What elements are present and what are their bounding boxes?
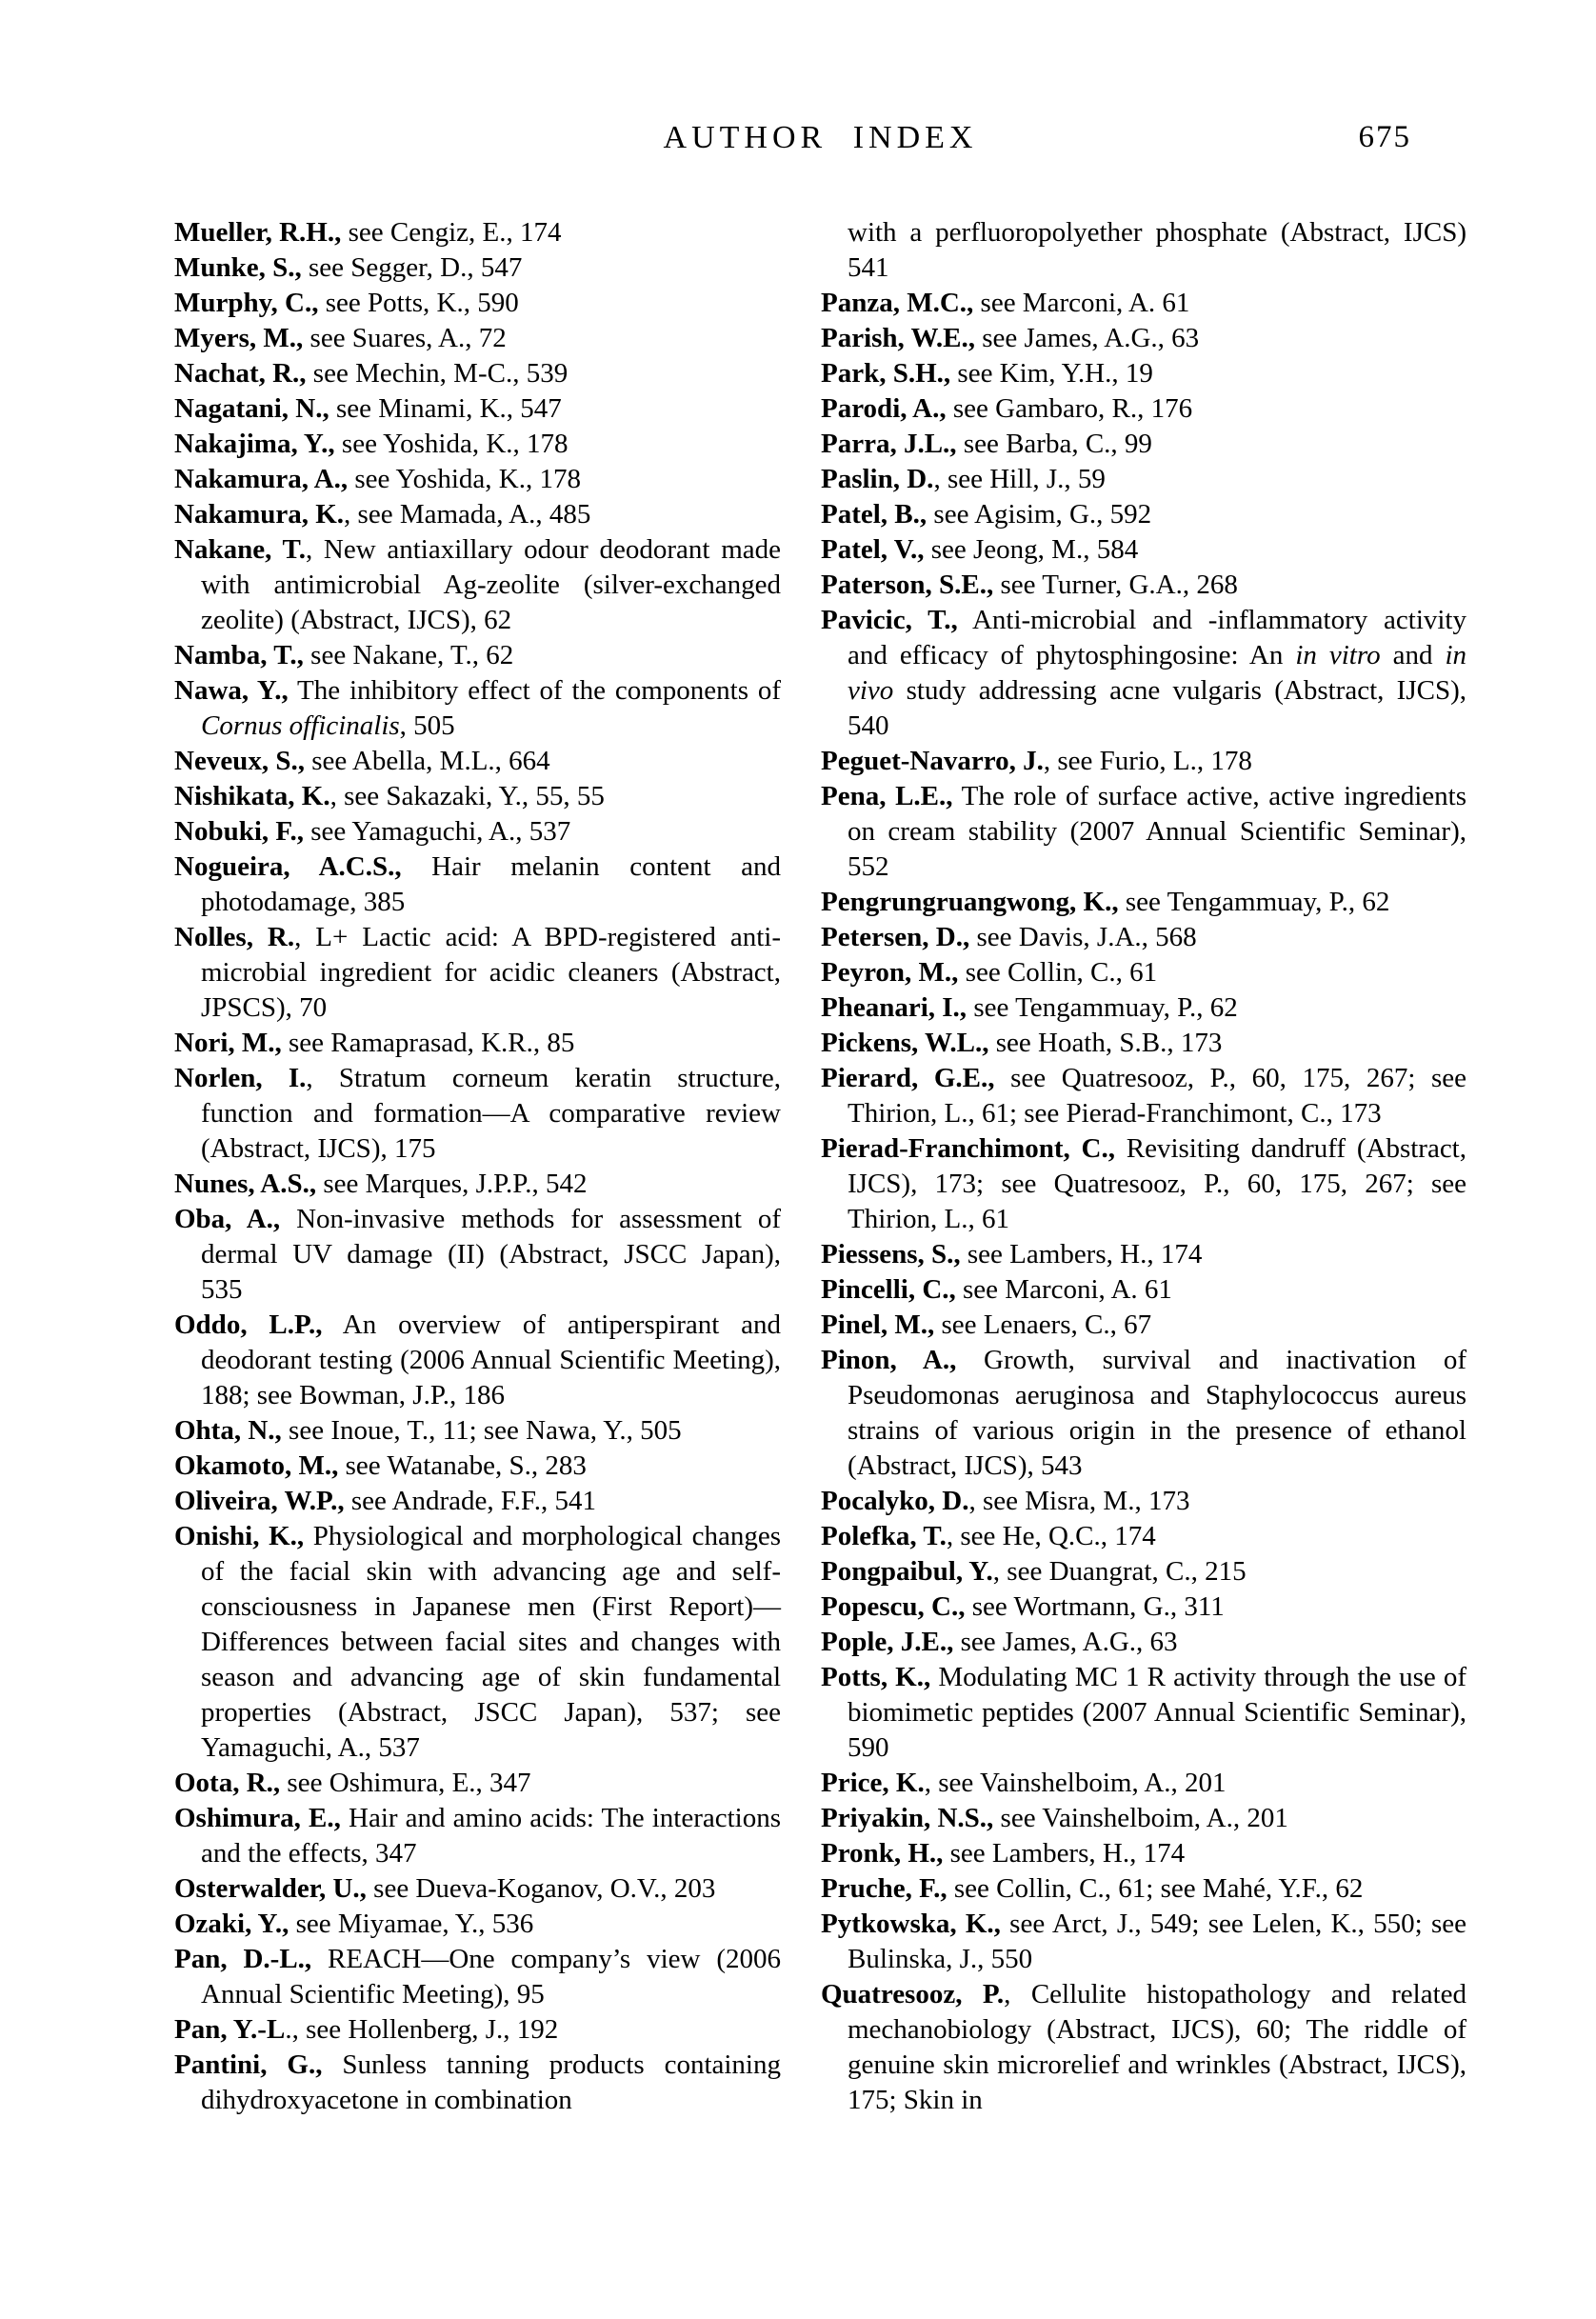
index-entry [174,1907,781,1942]
author-name: Pinel, M., [821,1309,935,1340]
author-name: Pan, D.-L., [174,1944,312,1974]
author-name: Peguet-Navarro, J. [821,746,1044,776]
author-name: Park, S.H., [821,358,951,389]
entry-text: see Marques, J.P.P., 542 [316,1169,588,1199]
author-name: Patel, B., [821,499,928,530]
author-name: Pierard, G.E., [821,1063,995,1093]
entry-text: with a perfluoropolyether phosphate (Abstract, IJCS) 541 [848,217,1466,283]
author-name: Norlen, I. [174,1063,307,1093]
entry-text: Hair and amino acids: The interactions and the effects, 347 [201,1803,781,1869]
index-entry [821,1589,1466,1625]
entry-text: see Arct, J., 549; see Lelen, K., 550; see Bulinska, J., 550 [848,1909,1467,1974]
entry-text: see Davis, J.A., 568 [969,922,1197,952]
author-name: Oba, A., [174,1204,281,1234]
author-name: Nagatani, N., [174,393,329,424]
index-entry [821,1131,1466,1237]
entry-text: Physiological and morphological changes of the facial skin with advancing age and self-consciousness in Japanese men (First Report)—Differences between facial sites and changes with season and advancing age of skin fundamental properties (Abstract, JSCC Japan), 537; see Yamaguchi, A., 537 [201,1521,781,1763]
index-entry [174,391,781,427]
entry-text: REACH—One company’s view (2006 Annual Scientific Meeting), 95 [201,1944,781,2009]
index-entry [821,955,1466,990]
author-name: Nogueira, A.C.S., [174,851,402,882]
index-entry [821,885,1466,920]
index-entry [174,2012,781,2048]
index-entry [821,1907,1466,1977]
entry-text: see Suares, A., 72 [303,323,507,353]
index-entry [174,1026,781,1061]
entry-text: study addressing acne vulgaris (Abstract, IJCS), 540 [848,675,1466,741]
index-entry [174,1413,781,1449]
index-entry [174,1449,781,1484]
author-name: Pantini, G., [174,2049,323,2080]
index-entry [821,532,1466,568]
author-name: Myers, M., [174,323,304,353]
entry-text: An overview of antiperspirant and deodorant testing (2006 Annual Scientific Meeting), 188; see Bowman, J.P., 186 [201,1309,781,1410]
author-name: Nobuki, F., [174,816,304,847]
author-name: Nishikata, K. [174,781,330,811]
index-entry [174,673,781,744]
entry-text: see Agisim, G., 592 [927,499,1152,530]
entry-text: see Lambers, H., 174 [960,1239,1203,1269]
author-name: Nori, M., [174,1028,282,1058]
author-name: Neveux, S., [174,746,305,776]
author-name: Nachat, R., [174,358,307,389]
entry-text: see Collin, C., 61 [958,957,1158,988]
index-entry [174,1871,781,1907]
index-entry [174,779,781,814]
author-name: Ozaki, Y., [174,1909,289,1939]
author-name: Paterson, S.E., [821,570,994,600]
author-name: Pocalyko, D. [821,1486,969,1516]
entry-text: , see Sakazaki, Y., 55, 55 [329,781,605,811]
index-column-left [174,215,781,2118]
index-entry [174,462,781,497]
page-number: 675 [1358,120,1411,154]
entry-text: Sunless tanning products containing dihydroxyacetone in combination [201,2049,781,2115]
entry-text: , see Furio, L., 178 [1043,746,1252,776]
entry-text: see Oshimura, E., 347 [280,1768,531,1798]
index-entry [821,1343,1466,1484]
index-entry [174,1308,781,1413]
index-columns [174,215,1466,2118]
author-name: Oddo, L.P., [174,1309,323,1340]
entry-text: see Andrade, F.F., 541 [344,1486,596,1516]
author-name: Pople, J.E., [821,1627,954,1657]
entry-text: and [1380,640,1446,670]
entry-text: see Barba, C., 99 [956,429,1152,459]
author-name: Pytkowska, K., [821,1909,1001,1939]
index-entry [174,427,781,462]
entry-text: Growth, survival and inactivation of Pseudomonas aeruginosa and Staphylococcus aureus strains of various origin in the presence of ethanol (Abstract, IJCS), 543 [848,1345,1466,1481]
author-name: Nawa, Y., [174,675,289,706]
entry-text: see Kim, Y.H., 19 [950,358,1153,389]
entry-text: see Tengammuay, P., 62 [967,992,1238,1023]
index-entry [821,321,1466,356]
index-entry [174,1519,781,1766]
author-name: Potts, K., [821,1662,931,1692]
author-name: Osterwalder, U., [174,1873,367,1904]
author-name: Piessens, S., [821,1239,961,1269]
italic-text: in vitro [1295,640,1381,670]
author-name: Pierad-Franchimont, C., [821,1133,1115,1164]
entry-text: see Nakane, T., 62 [303,640,514,670]
index-entry [174,1801,781,1871]
index-entry [821,744,1466,779]
author-name: Pronk, H., [821,1838,944,1869]
entry-text: see Abella, M.L., 664 [304,746,550,776]
entry-text: Revisiting dandruff (Abstract, IJCS), 173; see Quatresooz, P., 60, 175, 267; see Thirion, L., 61 [848,1133,1466,1234]
author-name: Oliveira, W.P., [174,1486,345,1516]
index-entry [174,286,781,321]
entry-text: see Tengammuay, P., 62 [1118,887,1390,917]
italic-text: Cornus officinalis [201,710,400,741]
index-entry [821,1026,1466,1061]
entry-text: see Segger, D., 547 [301,252,523,283]
index-entry [821,1484,1466,1519]
index-entry-continuation [821,215,1466,286]
author-name: Nakajima, Y., [174,429,335,459]
entry-text: see Vainshelboim, A., 201 [993,1803,1288,1833]
author-name: Patel, V., [821,534,925,565]
author-name: Pena, L.E., [821,781,953,811]
entry-text: see James, A.G., 63 [953,1627,1178,1657]
author-name: Namba, T., [174,640,304,670]
author-name: Pincelli, C., [821,1274,956,1305]
entry-text: , 505 [399,710,455,741]
author-name: Pickens, W.L., [821,1028,989,1058]
author-name: Popescu, C., [821,1591,966,1622]
entry-text: see Hoath, S.B., 173 [988,1028,1223,1058]
author-name: Peyron, M., [821,957,959,988]
index-entry [174,532,781,638]
entry-text: see Dueva-Koganov, O.V., 203 [366,1873,716,1904]
index-entry [174,1061,781,1167]
author-name: Onishi, K., [174,1521,305,1551]
author-name: Okamoto, M., [174,1450,339,1481]
author-name: Nunes, A.S., [174,1169,317,1199]
author-name: Paslin, D. [821,464,934,494]
index-entry [821,1308,1466,1343]
entry-text: see Miyamae, Y., 536 [289,1909,534,1939]
author-name: Petersen, D., [821,922,970,952]
index-entry [821,1871,1466,1907]
index-entry [174,250,781,286]
entry-text: see Watanabe, S., 283 [338,1450,587,1481]
index-entry [174,744,781,779]
index-entry [174,814,781,850]
index-entry [821,1660,1466,1766]
author-name: Panza, M.C., [821,288,974,318]
page-title: AUTHOR INDEX [663,120,978,155]
entry-text: , Stratum corneum keratin structure, function and formation—A comparative review (Abstract, IJCS), 175 [201,1063,781,1164]
index-entry [174,321,781,356]
index-entry [174,2048,781,2118]
index-entry [821,1836,1466,1871]
entry-text: see Turner, G.A., 268 [993,570,1238,600]
entry-text: Modulating MC 1 R activity through the use of biomimetic peptides (2007 Annual Scientific Seminar), 590 [848,1662,1467,1763]
index-entry [821,990,1466,1026]
index-entry [174,1942,781,2012]
author-name: Priyakin, N.S., [821,1803,994,1833]
index-entry [821,1554,1466,1589]
index-entry [174,850,781,920]
index-entry [821,1519,1466,1554]
italic-text: in vivo [848,640,1466,706]
author-name: Quatresooz, P. [821,1979,1005,2009]
entry-text: Anti-microbial and -inflammatory activity and efficacy of phytosphingosine: An [848,605,1466,670]
entry-text: see Marconi, A. 61 [973,288,1190,318]
author-name: Munke, S., [174,252,302,283]
entry-text: , see Mamada, A., 485 [344,499,591,530]
index-entry [821,1766,1466,1801]
index-entry [821,497,1466,532]
entry-text: see Mechin, M-C., 539 [306,358,569,389]
author-name: Pheanari, I., [821,992,968,1023]
entry-text: The role of surface active, active ingredients on cream stability (2007 Annual Scientific Seminar), 552 [848,781,1466,882]
author-name: Nakamura, A., [174,464,349,494]
entry-text: see Inoue, T., 11; see Nawa, Y., 505 [281,1415,682,1446]
index-entry [174,1202,781,1308]
entry-text: see Potts, K., 590 [318,288,519,318]
entry-text: see Ramaprasad, K.R., 85 [281,1028,575,1058]
author-name: Pongpaibul, Y. [821,1556,993,1587]
index-entry [174,638,781,673]
entry-text: , see Hill, J., 59 [933,464,1106,494]
index-entry [821,779,1466,885]
entry-text: see Yoshida, K., 178 [348,464,581,494]
author-name: Polefka, T. [821,1521,947,1551]
author-name: Parodi, A., [821,393,947,424]
author-name: Ohta, N., [174,1415,282,1446]
entry-text: , see Duangrat, C., 215 [992,1556,1247,1587]
index-entry [821,1977,1466,2118]
index-entry [821,1061,1466,1131]
index-entry [821,1625,1466,1660]
entry-text: , New antiaxillary odour deodorant made with antimicrobial Ag-zeolite (silver-exchanged zeolite) (Abstract, IJCS), 62 [201,534,781,635]
running-head [174,120,1466,162]
entry-text: see Cengiz, E., 174 [341,217,562,248]
index-entry [821,391,1466,427]
index-entry [174,1766,781,1801]
entry-text: , Cellulite histopathology and related mechanobiology (Abstract, IJCS), 60; The riddle of genuine skin microrelief and wrinkles (Abstract, IJCS), 175; Skin in [848,1979,1466,2115]
index-entry [821,427,1466,462]
index-entry [174,1167,781,1202]
index-entry [174,215,781,250]
author-name: Pruche, F., [821,1873,948,1904]
entry-text: , L+ Lactic acid: A BPD-registered anti-microbial ingredient for acidic cleaners (Abstract, JPSCS), 70 [201,922,781,1023]
entry-text: Non-invasive methods for assessment of dermal UV damage (II) (Abstract, JSCC Japan), 535 [201,1204,781,1305]
entry-text: see Lenaers, C., 67 [934,1309,1152,1340]
author-name: Murphy, C., [174,288,319,318]
index-entry [174,497,781,532]
index-entry [821,356,1466,391]
author-name: Pavicic, T., [821,605,958,635]
entry-text: Hair melanin content and photodamage, 385 [201,851,781,917]
author-name: Nakamura, K. [174,499,345,530]
entry-text: see Marconi, A. 61 [955,1274,1172,1305]
entry-text: ., see Hollenberg, J., 192 [285,2014,559,2045]
author-name: Oshimura, E., [174,1803,341,1833]
author-name: Oota, R., [174,1768,281,1798]
entry-text: , see Vainshelboim, A., 201 [924,1768,1227,1798]
entry-text: see Lambers, H., 174 [943,1838,1186,1869]
entry-text: see Quatresooz, P., 60, 175, 267; see Thirion, L., 61; see Pierad-Franchimont, C., 173 [848,1063,1466,1129]
entry-text: see Jeong, M., 584 [924,534,1139,565]
index-entry [174,1484,781,1519]
index-entry [821,920,1466,955]
index-entry [174,356,781,391]
index-entry [821,286,1466,321]
entry-text: see Collin, C., 61; see Mahé, Y.F., 62 [947,1873,1364,1904]
entry-text: , see He, Q.C., 174 [946,1521,1156,1551]
author-name: Price, K. [821,1768,925,1798]
index-entry [821,462,1466,497]
index-column-right [821,215,1466,2118]
entry-text: see James, A.G., 63 [974,323,1200,353]
index-entry [821,603,1466,744]
author-name: Nakane, T. [174,534,306,565]
author-name: Pan, Y.-L [174,2014,286,2045]
index-entry [821,1272,1466,1308]
entry-text: see Wortmann, G., 311 [965,1591,1225,1622]
entry-text: see Yamaguchi, A., 537 [303,816,571,847]
index-entry [174,920,781,1026]
index-entry [821,568,1466,603]
entry-text: see Gambaro, R., 176 [946,393,1193,424]
author-name: Pengrungruangwong, K., [821,887,1119,917]
author-name: Parra, J.L., [821,429,957,459]
entry-text: The inhibitory effect of the components of [288,675,782,706]
author-name: Nolles, R. [174,922,295,952]
entry-text: see Minami, K., 547 [329,393,562,424]
author-name: Mueller, R.H., [174,217,342,248]
entry-text: , see Misra, M., 173 [968,1486,1190,1516]
entry-text: see Yoshida, K., 178 [334,429,569,459]
author-name: Pinon, A., [821,1345,957,1375]
index-entry [821,1237,1466,1272]
index-entry [821,1801,1466,1836]
author-name: Parish, W.E., [821,323,975,353]
